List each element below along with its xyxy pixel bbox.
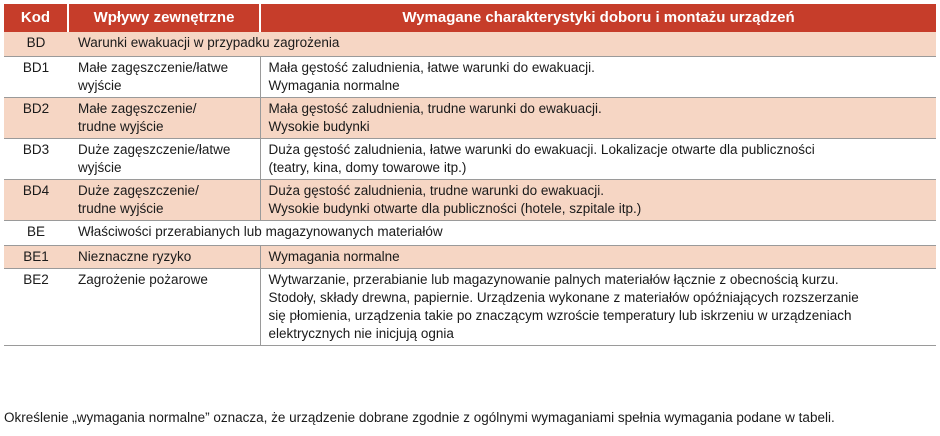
table-row-bd4 bbox=[4, 180, 936, 221]
requirement-line: Duża gęstość zaludnienia, trudne warunki do ewakuacji. bbox=[268, 183, 604, 198]
row-code: BD4 bbox=[4, 180, 68, 221]
influence-line: Duże zagęszczenie/ bbox=[78, 183, 199, 198]
table-row-bd bbox=[4, 32, 936, 57]
influence-line: Małe zagęszczenie/łatwe bbox=[78, 60, 229, 75]
requirement-cell bbox=[260, 98, 936, 139]
row-code: BD2 bbox=[4, 98, 68, 139]
group-description: Właściwości przerabianych lub magazynowanych materiałów bbox=[68, 221, 936, 246]
influence-cell bbox=[68, 98, 260, 139]
requirement-line: Wymagania normalne bbox=[268, 249, 400, 264]
requirement-line: się płomienia, urządzenia takie po znaczącym wzroście temperatury lub iskrzeniu w urządzeniach bbox=[268, 308, 852, 323]
row-code: BE1 bbox=[4, 246, 68, 269]
header-wymagane: Wymagane charakterystyki doboru i montażu urządzeń bbox=[260, 4, 936, 32]
influence-cell bbox=[68, 57, 260, 98]
requirement-line: Wymagania normalne bbox=[268, 78, 400, 93]
header-wplywy: Wpływy zewnętrzne bbox=[68, 4, 260, 32]
table-row-bd1 bbox=[4, 57, 936, 98]
group-description: Warunki ewakuacji w przypadku zagrożenia bbox=[68, 32, 936, 57]
influence-line: Zagrożenie pożarowe bbox=[78, 272, 208, 287]
table-header-row bbox=[4, 4, 936, 32]
requirement-line: Stodoły, składy drewna, papiernie. Urządzenia wykonane z materiałów opóźniających rozszerzanie bbox=[268, 290, 859, 305]
header-kod: Kod bbox=[4, 4, 68, 32]
requirement-cell bbox=[260, 180, 936, 221]
influence-cell bbox=[68, 139, 260, 180]
requirement-line: Duża gęstość zaludnienia, łatwe warunki do ewakuacji. Lokalizacje otwarte dla publiczności bbox=[268, 142, 815, 157]
influence-line: trudne wyjście bbox=[78, 119, 164, 134]
table-footnote: Określenie „wymagania normalne” oznacza, że urządzenie dobrane zgodnie z ogólnymi wymaganiami spełnia wymagania podane w tabeli. bbox=[4, 410, 835, 425]
requirement-line: Mała gęstość zaludnienia, trudne warunki do ewakuacji. bbox=[268, 101, 602, 116]
row-code: BD3 bbox=[4, 139, 68, 180]
table-row-be bbox=[4, 221, 936, 246]
requirement-cell bbox=[260, 269, 936, 346]
influence-line: Duże zagęszczenie/łatwe bbox=[78, 142, 231, 157]
influence-cell bbox=[68, 180, 260, 221]
influence-line: Nieznaczne ryzyko bbox=[78, 249, 192, 264]
table-row-bd3 bbox=[4, 139, 936, 180]
row-code: BD1 bbox=[4, 57, 68, 98]
requirement-line: Wytwarzanie, przerabianie lub magazynowanie palnych materiałów łącznie z obecnością kurzu. bbox=[268, 272, 839, 287]
requirement-cell bbox=[260, 139, 936, 180]
requirement-line: Wysokie budynki bbox=[268, 119, 370, 134]
influence-line: trudne wyjście bbox=[78, 201, 164, 216]
requirement-cell bbox=[260, 57, 936, 98]
requirements-table bbox=[4, 4, 936, 346]
influence-line: wyjście bbox=[78, 160, 122, 175]
influence-cell bbox=[68, 269, 260, 346]
influence-line: Małe zagęszczenie/ bbox=[78, 101, 197, 116]
row-code: BE2 bbox=[4, 269, 68, 346]
row-code: BD bbox=[4, 32, 68, 57]
table-row-be1 bbox=[4, 246, 936, 269]
requirement-line: elektrycznych nie inicjują ognia bbox=[268, 326, 454, 341]
table-row-bd2 bbox=[4, 98, 936, 139]
requirement-cell bbox=[260, 246, 936, 269]
requirement-line: (teatry, kina, domy towarowe itp.) bbox=[268, 160, 467, 175]
influence-line: wyjście bbox=[78, 78, 122, 93]
requirement-line: Wysokie budynki otwarte dla publiczności (hotele, szpitale itp.) bbox=[268, 201, 642, 216]
influence-cell bbox=[68, 246, 260, 269]
requirement-line: Mała gęstość zaludnienia, łatwe warunki do ewakuacji. bbox=[268, 60, 595, 75]
row-code: BE bbox=[4, 221, 68, 246]
requirements-table-container bbox=[4, 4, 936, 346]
table-row-be2 bbox=[4, 269, 936, 346]
